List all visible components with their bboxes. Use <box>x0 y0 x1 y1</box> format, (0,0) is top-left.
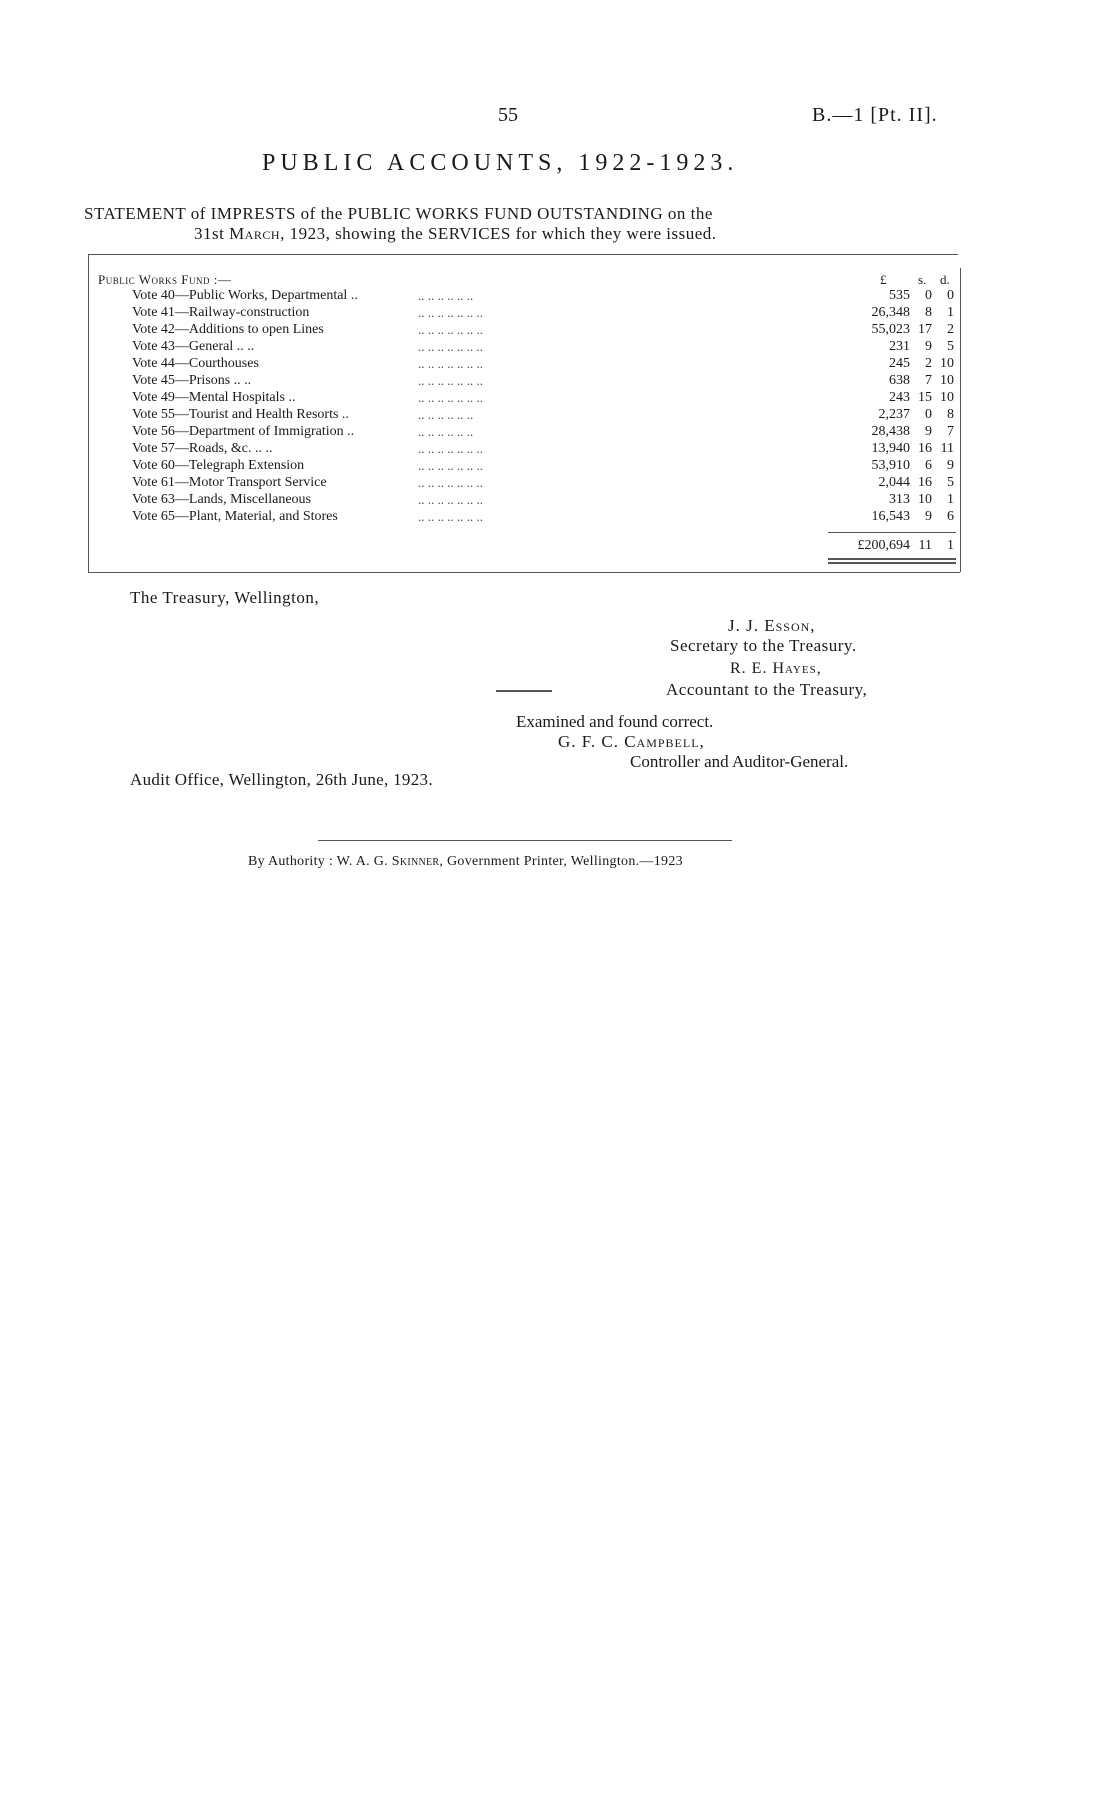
statement-heading-line1: STATEMENT of IMPRESTS of the PUBLIC WORKS FUND OUTSTANDING on the <box>84 204 713 223</box>
leader-dots: .. .. .. .. .. .. .. <box>418 339 483 354</box>
amount-pence: 10 <box>940 356 954 371</box>
leader-dots: .. .. .. .. .. .. .. <box>418 322 483 337</box>
amount-pounds: 535 <box>889 288 910 303</box>
amount-pounds: 231 <box>889 339 910 354</box>
leader-dots: .. .. .. .. .. .. .. <box>418 492 483 507</box>
printer-name: Skinner <box>391 854 440 869</box>
statement-date-prefix: 31st <box>194 224 225 243</box>
row-label: Vote 43—General .. .. <box>132 339 255 354</box>
secretary-name: J. J. Esson, <box>728 616 816 635</box>
amount-shillings: 16 <box>918 441 932 456</box>
statement-month: March <box>229 224 281 243</box>
amount-pence: 6 <box>947 509 954 524</box>
amount-shillings: 15 <box>918 390 932 405</box>
amount-pounds: 2,044 <box>878 475 910 490</box>
amount-shillings: 2 <box>925 356 932 371</box>
footer-rule <box>318 840 732 841</box>
amount-shillings: 17 <box>918 322 932 337</box>
row-label: Vote 40—Public Works, Departmental .. <box>132 288 358 303</box>
amount-pence: 1 <box>947 305 954 320</box>
row-label: Vote 57—Roads, &c. .. .. <box>132 441 273 456</box>
statement-heading-line2 <box>194 224 717 244</box>
leader-dots: .. .. .. .. .. .. <box>418 424 474 439</box>
signature-dash <box>496 690 552 692</box>
row-label: Vote 49—Mental Hospitals .. <box>132 390 296 405</box>
row-label: Vote 45—Prisons .. .. <box>132 373 252 388</box>
total-double-rule-1 <box>828 558 956 560</box>
amount-pence: 5 <box>947 339 954 354</box>
secretary-title: Secretary to the Treasury. <box>670 636 857 655</box>
row-label: Vote 60—Telegraph Extension <box>132 458 305 473</box>
treasury-location: The Treasury, Wellington, <box>130 588 320 607</box>
row-label: Vote 56—Department of Immigration .. <box>132 424 355 439</box>
leader-dots: .. .. .. .. .. .. .. <box>418 305 483 320</box>
leader-dots: .. .. .. .. .. .. <box>418 407 474 422</box>
printer-authority <box>248 854 683 870</box>
leader-dots: .. .. .. .. .. .. .. <box>418 373 483 388</box>
accountant-name: R. E. Hayes, <box>730 660 822 677</box>
amount-pence: 2 <box>947 322 954 337</box>
page-number: 55 <box>498 104 518 126</box>
amount-pence: 8 <box>947 407 954 422</box>
amount-pounds: 245 <box>889 356 910 371</box>
leader-dots: .. .. .. .. .. .. .. <box>418 475 483 490</box>
accountant-title: Accountant to the Treasury, <box>666 680 868 699</box>
amount-pounds: 243 <box>889 390 910 405</box>
amount-shillings: 7 <box>925 373 932 388</box>
table-right-rule <box>960 268 961 572</box>
amount-pounds: 638 <box>889 373 910 388</box>
authority-prefix: By Authority : W. A. G. <box>248 854 388 869</box>
amount-pence: 11 <box>940 441 954 456</box>
row-label: Vote 55—Tourist and Health Resorts .. <box>132 407 349 422</box>
total-pence: 1 <box>947 538 954 553</box>
amount-shillings: 9 <box>925 339 932 354</box>
column-head-pounds: £ <box>880 272 887 287</box>
row-label: Vote 44—Courthouses <box>132 356 259 371</box>
total-double-rule-2 <box>828 562 956 564</box>
leader-dots: .. .. .. .. .. .. <box>418 288 474 303</box>
amount-pence: 10 <box>940 373 954 388</box>
fund-header: Public Works Fund :— <box>98 272 232 287</box>
amount-pounds: 26,348 <box>871 305 910 320</box>
amount-shillings: 6 <box>925 458 932 473</box>
auditor-title: Controller and Auditor-General. <box>630 752 849 771</box>
row-label: Vote 42—Additions to open Lines <box>132 322 324 337</box>
amount-pence: 5 <box>947 475 954 490</box>
amount-shillings: 16 <box>918 475 932 490</box>
amount-pence: 9 <box>947 458 954 473</box>
leader-dots: .. .. .. .. .. .. .. <box>418 441 483 456</box>
auditor-name: G. F. C. Campbell, <box>558 732 705 751</box>
row-label: Vote 65—Plant, Material, and Stores <box>132 509 338 524</box>
page-title: PUBLIC ACCOUNTS, 1922-1923. <box>262 150 739 176</box>
examined-statement: Examined and found correct. <box>516 712 714 731</box>
total-top-rule <box>828 532 956 533</box>
table-bottom-rule <box>88 572 960 573</box>
column-head-shillings: s. <box>918 272 927 287</box>
total-pounds: £200,694 <box>857 538 910 553</box>
leader-dots: .. .. .. .. .. .. .. <box>418 509 483 524</box>
amount-pounds: 55,023 <box>871 322 910 337</box>
row-label: Vote 41—Railway-construction <box>132 305 310 320</box>
amount-pence: 10 <box>940 390 954 405</box>
amount-pounds: 2,237 <box>878 407 910 422</box>
audit-office-date: Audit Office, Wellington, 26th June, 1923. <box>130 770 433 789</box>
statement-date-suffix: , 1923, showing the SERVICES for which they were issued. <box>280 224 717 243</box>
leader-dots: .. .. .. .. .. .. .. <box>418 356 483 371</box>
table-top-rule <box>88 254 958 255</box>
amount-pounds: 28,438 <box>871 424 910 439</box>
amount-shillings: 8 <box>925 305 932 320</box>
row-label: Vote 63—Lands, Miscellaneous <box>132 492 311 507</box>
amount-pounds: 313 <box>889 492 910 507</box>
amount-pounds: 16,543 <box>871 509 910 524</box>
amount-shillings: 10 <box>918 492 932 507</box>
amount-shillings: 0 <box>925 407 932 422</box>
leader-dots: .. .. .. .. .. .. .. <box>418 458 483 473</box>
table-left-rule <box>88 254 89 572</box>
amount-shillings: 9 <box>925 509 932 524</box>
row-label: Vote 61—Motor Transport Service <box>132 475 327 490</box>
column-head-pence: d. <box>940 272 950 287</box>
leader-dots: .. .. .. .. .. .. .. <box>418 390 483 405</box>
total-shillings: 11 <box>918 538 932 553</box>
amount-pence: 0 <box>947 288 954 303</box>
amount-pounds: 13,940 <box>871 441 910 456</box>
amount-shillings: 0 <box>925 288 932 303</box>
amount-pence: 7 <box>947 424 954 439</box>
amount-shillings: 9 <box>925 424 932 439</box>
document-reference: B.—1 [Pt. II]. <box>812 104 938 126</box>
authority-suffix: , Government Printer, Wellington.—1923 <box>439 854 683 869</box>
amount-pence: 1 <box>947 492 954 507</box>
amount-pounds: 53,910 <box>871 458 910 473</box>
